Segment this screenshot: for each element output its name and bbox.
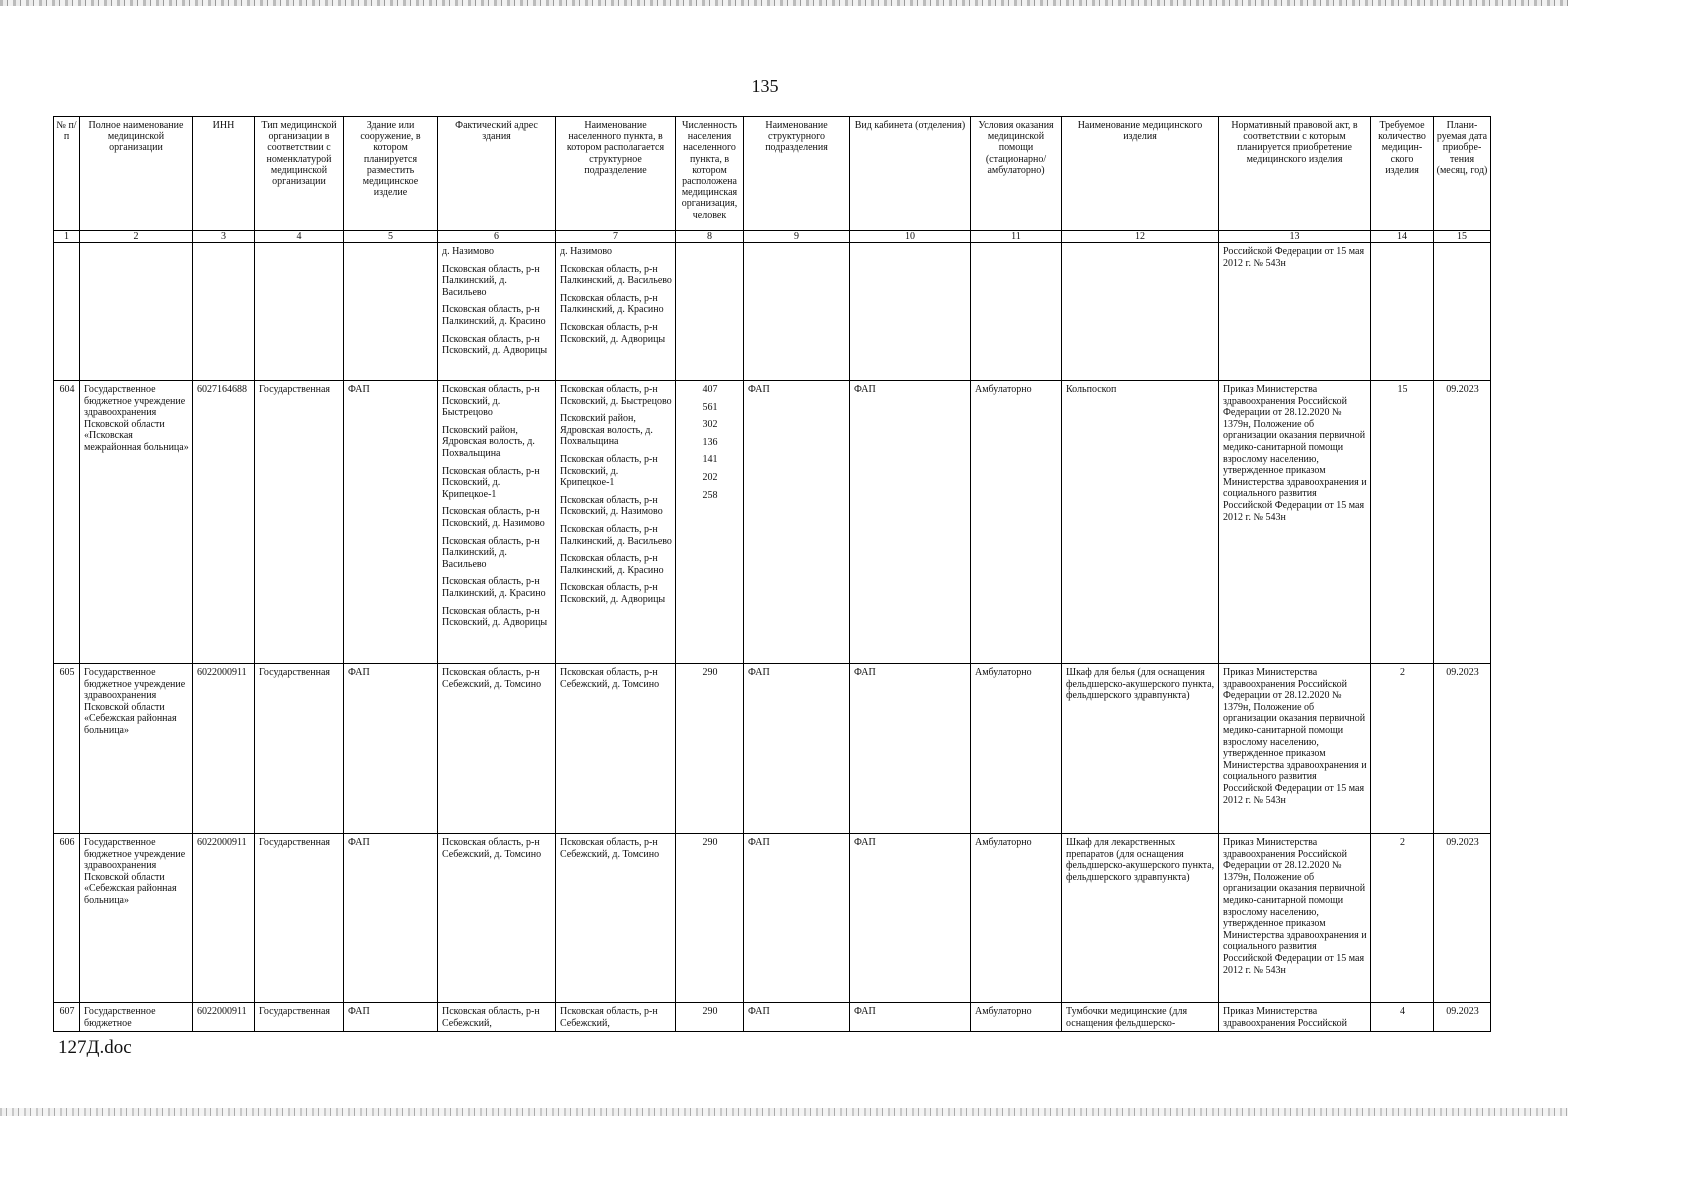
quantity: 15 bbox=[1371, 381, 1434, 664]
address-entry: Псковская область, р-н Палкинский, д. Васильево bbox=[442, 535, 540, 570]
building: ФАП bbox=[344, 1003, 438, 1032]
locality-entry: д. Назимово bbox=[560, 246, 613, 257]
quantity: 2 bbox=[1371, 834, 1434, 1003]
planned-date: 09.2023 bbox=[1434, 664, 1491, 834]
quantity: 4 bbox=[1371, 1003, 1434, 1032]
locality-entry: Псковская область, р-н Палкинский, д. Васильево bbox=[560, 523, 672, 547]
column-number: 2 bbox=[80, 231, 193, 243]
legal-act: Приказ Министерства здравоохранения Российской bbox=[1219, 1003, 1371, 1032]
legal-act: Приказ Министерства здравоохранения Российской Федерации от 28.12.2020 № 1379н, Положение об организации оказания первичной медико-санитарной помощи взрослому населению, утвержденное приказом Министерства здравоохранения и социального развития Российской Федерации от 15 мая 2012 г. № 543н bbox=[1219, 664, 1371, 834]
locality-entry: Псковская область, р-н Псковский, д. Назимово bbox=[560, 494, 663, 518]
cell-empty bbox=[255, 243, 344, 381]
address-cell bbox=[438, 664, 556, 834]
address-entry: Псковская область, р-н Псковский, д. Быстрецово bbox=[442, 384, 540, 419]
address-entry: Псковская область, р-н Псковский, д. Назимово bbox=[442, 506, 545, 529]
org-type: Государственная bbox=[255, 381, 344, 664]
cabinet-type: ФАП bbox=[850, 381, 971, 664]
cell-empty bbox=[850, 243, 971, 381]
address-cell bbox=[438, 381, 556, 664]
cell-empty bbox=[54, 243, 80, 381]
cell-empty bbox=[1371, 243, 1434, 381]
inn: 6027164688 bbox=[193, 381, 255, 664]
address-cell bbox=[438, 834, 556, 1003]
address-entry: д. Назимово bbox=[442, 246, 495, 257]
cell-empty bbox=[193, 243, 255, 381]
cabinet-type: ФАП bbox=[850, 664, 971, 834]
quantity: 2 bbox=[1371, 664, 1434, 834]
column-number: 14 bbox=[1371, 231, 1434, 243]
address-entry: Псковская область, р-н Палкинский, д. Красино bbox=[442, 576, 546, 599]
care-conditions: Амбулаторно bbox=[971, 1003, 1062, 1032]
column-number: 11 bbox=[971, 231, 1062, 243]
header-cell-population: Численность населения населенного пункта, в котором расположена медицинская организация, человек bbox=[676, 117, 744, 231]
scan-edge-top bbox=[0, 0, 1568, 6]
org-type: Государственная bbox=[255, 1003, 344, 1032]
column-number: 12 bbox=[1062, 231, 1219, 243]
header-cell-type: Тип медицинской организации в соответствии с номенклатурой медицинской организации bbox=[255, 117, 344, 231]
locality-cell bbox=[556, 664, 676, 834]
column-number: 9 bbox=[744, 231, 850, 243]
column-number: 10 bbox=[850, 231, 971, 243]
register-table bbox=[53, 116, 1491, 1032]
device-name: Шкаф для белья (для оснащения фельдшерско-акушерского пункта, фельдшерского здравпункта) bbox=[1062, 664, 1219, 834]
header-cell-org: Полное наименование медицинской организации bbox=[80, 117, 193, 231]
population-value: 141 bbox=[702, 454, 718, 466]
scan-edge-bottom bbox=[0, 1108, 1568, 1116]
locality-entry: Псковский район, Ядровская волость, д. Похвальщина bbox=[560, 413, 653, 448]
column-number: 13 bbox=[1219, 231, 1371, 243]
address-entry: Псковская область, р-н Себежский, bbox=[438, 1003, 556, 1032]
table-row bbox=[54, 834, 1491, 1003]
locality-cell bbox=[556, 834, 676, 1003]
org-name: Государственное бюджетное учреждение здравоохранения Псковской области «Себежская районная больница» bbox=[80, 834, 193, 1003]
table-header bbox=[54, 117, 1491, 231]
population-value: 407 bbox=[702, 384, 718, 395]
address-entry: Псковский район, Ядровская волость, д. Похвальщина bbox=[442, 424, 535, 459]
address-entry: Псковская область, р-н Палкинский, д. Красино bbox=[442, 304, 546, 327]
table-row bbox=[54, 1003, 1491, 1032]
header-cell-address: Фактический адрес здания bbox=[438, 117, 556, 231]
header-cell-cabinet: Вид кабинета (отделения) bbox=[850, 117, 971, 231]
column-number: 5 bbox=[344, 231, 438, 243]
locality-entry: Псковская область, р-н Псковский, д. Быстрецово bbox=[560, 384, 672, 407]
header-cell-building: Здание или сооружение, в котором планируется разместить медицинское изделие bbox=[344, 117, 438, 231]
org-type: Государственная bbox=[255, 664, 344, 834]
column-number: 7 bbox=[556, 231, 676, 243]
population-cell bbox=[676, 381, 744, 664]
population-value: 290 bbox=[676, 834, 744, 1003]
building: ФАП bbox=[344, 834, 438, 1003]
cell-empty bbox=[80, 243, 193, 381]
legal-act: Приказ Министерства здравоохранения Российской Федерации от 28.12.2020 № 1379н, Положение об организации оказания первичной медико-санитарной помощи взрослому населению, утвержденное приказом Министерства здравоохранения и социального развития Российской Федерации от 15 мая 2012 г. № 543н bbox=[1219, 834, 1371, 1003]
column-number: 3 bbox=[193, 231, 255, 243]
header-cell-device: Наименование медицинского изделия bbox=[1062, 117, 1219, 231]
locality-entry: Псковская область, р-н Палкинский, д. Васильево bbox=[560, 263, 672, 287]
population-value: 302 bbox=[702, 419, 718, 431]
address-entry: Псковская область, р-н Себежский, д. Томсино bbox=[442, 667, 542, 690]
header-cell-date: Плани-руемая дата приобре-тения (месяц, год) bbox=[1434, 117, 1491, 231]
planned-date: 09.2023 bbox=[1434, 381, 1491, 664]
locality-entry: Псковская область, р-н Себежский, д. Томсино bbox=[560, 667, 660, 690]
header-cell-act: Нормативный правовой акт, в соответствии с которым планируется приобретение медицинского изделия bbox=[1219, 117, 1371, 231]
device-name: Кольпоскоп bbox=[1062, 381, 1219, 664]
care-conditions: Амбулаторно bbox=[971, 834, 1062, 1003]
locality-cell bbox=[556, 381, 676, 664]
page-number: 135 bbox=[751, 76, 779, 96]
unit-name: ФАП bbox=[744, 1003, 850, 1032]
care-conditions: Амбулаторно bbox=[971, 381, 1062, 664]
inn: 6022000911 bbox=[193, 834, 255, 1003]
cabinet-type: ФАП bbox=[850, 834, 971, 1003]
locality-entry: Псковская область, р-н Себежский, д. Томсино bbox=[560, 837, 660, 860]
row-number: 604 bbox=[54, 381, 80, 664]
org-name: Государственное бюджетное bbox=[80, 1003, 193, 1032]
org-type: Государственная bbox=[255, 834, 344, 1003]
act-cell: Российской Федерации от 15 мая 2012 г. № 543н bbox=[1219, 243, 1371, 381]
table-row bbox=[54, 381, 1491, 664]
column-number-row bbox=[54, 231, 1491, 243]
cell-empty bbox=[1062, 243, 1219, 381]
org-name: Государственное бюджетное учреждение здравоохранения Псковской области «Себежская районная больница» bbox=[80, 664, 193, 834]
planned-date: 09.2023 bbox=[1434, 1003, 1491, 1032]
device-name: Тумбочки медицинские (для оснащения фельдшерско- bbox=[1062, 1003, 1219, 1032]
cell-empty bbox=[344, 243, 438, 381]
population-value: 290 bbox=[676, 1003, 744, 1032]
unit-name: ФАП bbox=[744, 381, 850, 664]
locality-entry: Псковская область, р-н Псковский, д. Крипецкое-1 bbox=[560, 453, 658, 489]
column-number: 6 bbox=[438, 231, 556, 243]
inn: 6022000911 bbox=[193, 664, 255, 834]
unit-name: ФАП bbox=[744, 834, 850, 1003]
column-number: 15 bbox=[1434, 231, 1491, 243]
population-value: 258 bbox=[702, 489, 718, 501]
legal-act: Приказ Министерства здравоохранения Российской Федерации от 28.12.2020 № 1379н, Положение об организации оказания первичной медико-санитарной помощи взрослому населению, утвержденное приказом Министерства здравоохранения и социального развития Российской Федерации от 15 мая 2012 г. № 543н bbox=[1219, 381, 1371, 664]
row-number: 606 bbox=[54, 834, 80, 1003]
table-row bbox=[54, 664, 1491, 834]
planned-date: 09.2023 bbox=[1434, 834, 1491, 1003]
locality-entry: Псковская область, р-н Псковский, д. Адворицы bbox=[560, 321, 666, 345]
address-entry: Псковская область, р-н Палкинский, д. Васильево bbox=[442, 263, 540, 298]
unit-name: ФАП bbox=[744, 664, 850, 834]
header-cell-locality: Наименование населенного пункта, в котором располагается структурное подразделение bbox=[556, 117, 676, 231]
column-number: 8 bbox=[676, 231, 744, 243]
locality-cell bbox=[556, 243, 676, 381]
care-conditions: Амбулаторно bbox=[971, 664, 1062, 834]
address-entry: Псковская область, р-н Себежский, д. Томсино bbox=[442, 837, 542, 860]
footer-filename: 127Д.doc bbox=[58, 1037, 132, 1058]
row-number: 607 bbox=[54, 1003, 80, 1032]
population-value: 136 bbox=[702, 436, 718, 448]
locality-entry: Псковская область, р-н Себежский, bbox=[556, 1003, 676, 1032]
population-value: 290 bbox=[676, 664, 744, 834]
building: ФАП bbox=[344, 664, 438, 834]
table-row-continuation bbox=[54, 243, 1491, 381]
population-value: 561 bbox=[702, 401, 718, 413]
row-number: 605 bbox=[54, 664, 80, 834]
header-cell-inn: ИНН bbox=[193, 117, 255, 231]
device-name: Шкаф для лекарственных препаратов (для оснащения фельдшерско-акушерского пункта, фельдшерского здравпункта) bbox=[1062, 834, 1219, 1003]
cell-empty bbox=[676, 243, 744, 381]
population-value: 202 bbox=[702, 471, 718, 483]
address-entry: Псковская область, р-н Псковский, д. Адворицы bbox=[442, 333, 548, 357]
org-name: Государственное бюджетное учреждение здравоохранения Псковской области «Псковская межрайонная больница» bbox=[80, 381, 193, 664]
header-cell-qty: Требуемое количество медицин-ского изделия bbox=[1371, 117, 1434, 231]
building: ФАП bbox=[344, 381, 438, 664]
cell-empty bbox=[744, 243, 850, 381]
address-entry: Псковская область, р-н Псковский, д. Адворицы bbox=[442, 605, 548, 629]
address-entry: Псковская область, р-н Псковский, д. Крипецкое-1 bbox=[442, 465, 540, 500]
column-number: 1 bbox=[54, 231, 80, 243]
cabinet-type: ФАП bbox=[850, 1003, 971, 1032]
locality-entry: Псковская область, р-н Псковский, д. Адворицы bbox=[560, 582, 666, 605]
header-cell-unit: Наименование структурного подразделения bbox=[744, 117, 850, 231]
column-number: 4 bbox=[255, 231, 344, 243]
address-cell bbox=[438, 243, 556, 381]
cell-empty bbox=[971, 243, 1062, 381]
inn: 6022000911 bbox=[193, 1003, 255, 1032]
header-cell-num: № п/п bbox=[54, 117, 80, 231]
locality-entry: Псковская область, р-н Палкинский, д. Красино bbox=[560, 553, 664, 576]
cell-empty bbox=[1434, 243, 1491, 381]
locality-entry: Псковская область, р-н Палкинский, д. Красино bbox=[560, 292, 664, 316]
header-cell-conditions: Условия оказания медицинской помощи (стационарно/ амбулаторно) bbox=[971, 117, 1062, 231]
